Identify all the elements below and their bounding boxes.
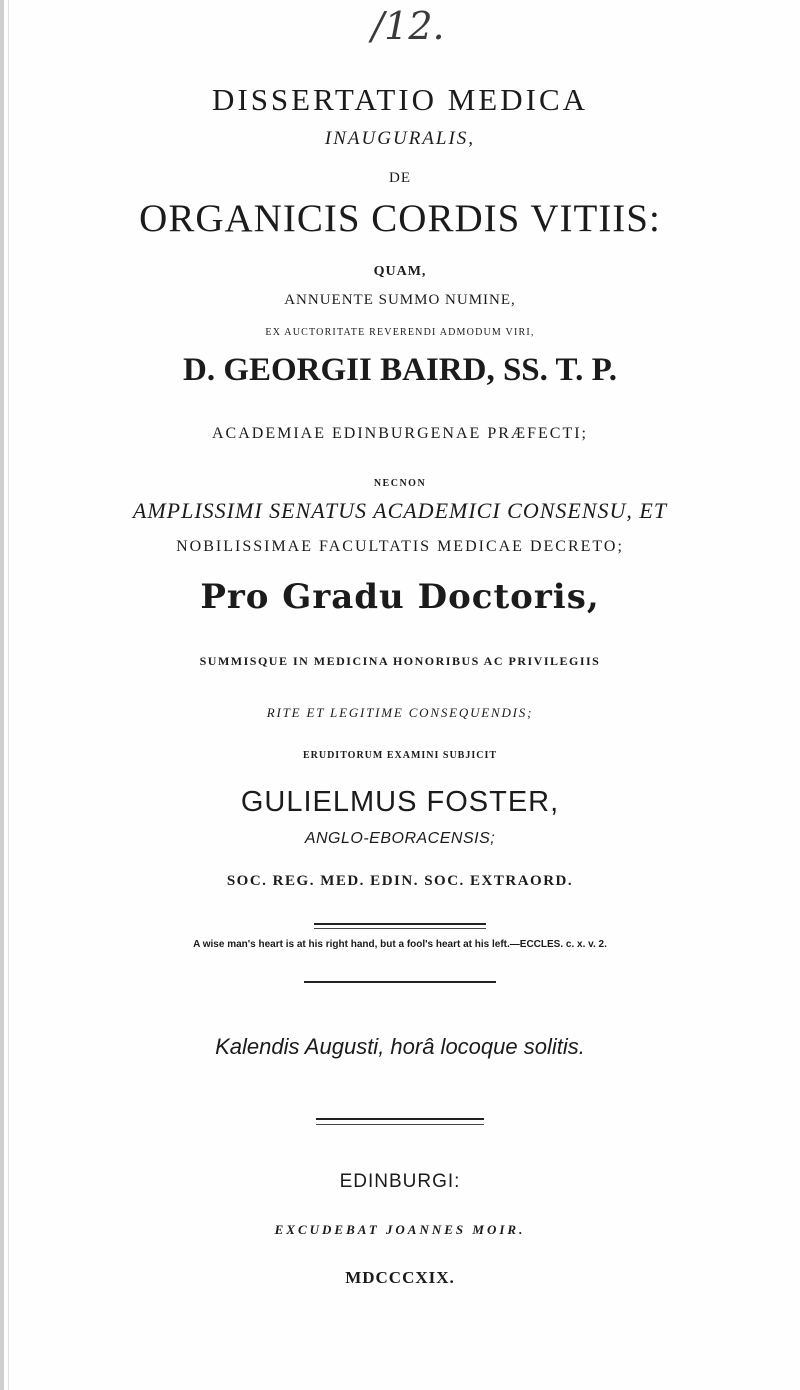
rule-above-imprint-thin [316, 1124, 484, 1125]
eruditorum-line: ERUDITORUM EXAMINI SUBJICIT [302, 750, 498, 761]
imprint-printer: EXCUDEBAT JOANNES MOIR. [274, 1222, 526, 1237]
annuente-line: ANNUENTE SUMMO NUMINE, [284, 292, 516, 308]
facultatis-line: NOBILISSIMAE FACULTATIS MEDICAE DECRETO; [176, 538, 624, 555]
gradu-doctoris-heading: Pro Gradu Doctoris, [200, 577, 600, 617]
imprint-year: MDCCCXIX. [345, 1268, 455, 1287]
rule-above-epigraph-thin [314, 928, 486, 929]
rule-above-imprint [316, 1118, 484, 1120]
rule-below-epigraph [304, 981, 496, 983]
dissertation-subtitle: INAUGURALIS, [324, 128, 476, 149]
dissertation-topic: ORGANICIS CORDIS VITIIS: [139, 197, 661, 240]
dissertation-title: DISSERTATIO MEDICA [211, 82, 589, 117]
author-societies: SOC. REG. MED. EDIN. SOC. EXTRAORD. [226, 873, 574, 889]
epigraph: A wise man's heart is at his right hand, but a fool's heart at his left.—ECCLES. c. x. v. 2. [193, 939, 607, 950]
imprint-place: EDINBURGI: [339, 1171, 461, 1192]
date-line: Kalendis Augusti, horâ locoque solitis. [215, 1034, 585, 1059]
senatus-line: AMPLISSIMI SENATUS ACADEMICI CONSENSU, ET [132, 498, 668, 523]
auctoritate-line: EX AUCTORITATE REVERENDI ADMODUM VIRI, [265, 327, 535, 338]
quam-line: QUAM, [373, 264, 427, 279]
author-origin: ANGLO-EBORACENSIS; [304, 830, 496, 847]
rite-line: RITE ET LEGITIME CONSEQUENDIS; [266, 705, 534, 720]
preposition-de: DE [389, 170, 411, 186]
rector-name: D. GEORGII BAIRD, SS. T. P. [182, 352, 617, 388]
shelfmark: /12. [371, 4, 445, 48]
rule-above-epigraph [314, 923, 486, 925]
necnon-line: NECNON [373, 478, 427, 489]
author-name: GULIELMUS FOSTER, [240, 786, 560, 818]
academiae-line: ACADEMIAE EDINBURGENAE PRÆFECTI; [212, 425, 588, 442]
summisque-line: SUMMISQUE IN MEDICINA HONORIBUS AC PRIVILEGIIS [199, 654, 601, 668]
